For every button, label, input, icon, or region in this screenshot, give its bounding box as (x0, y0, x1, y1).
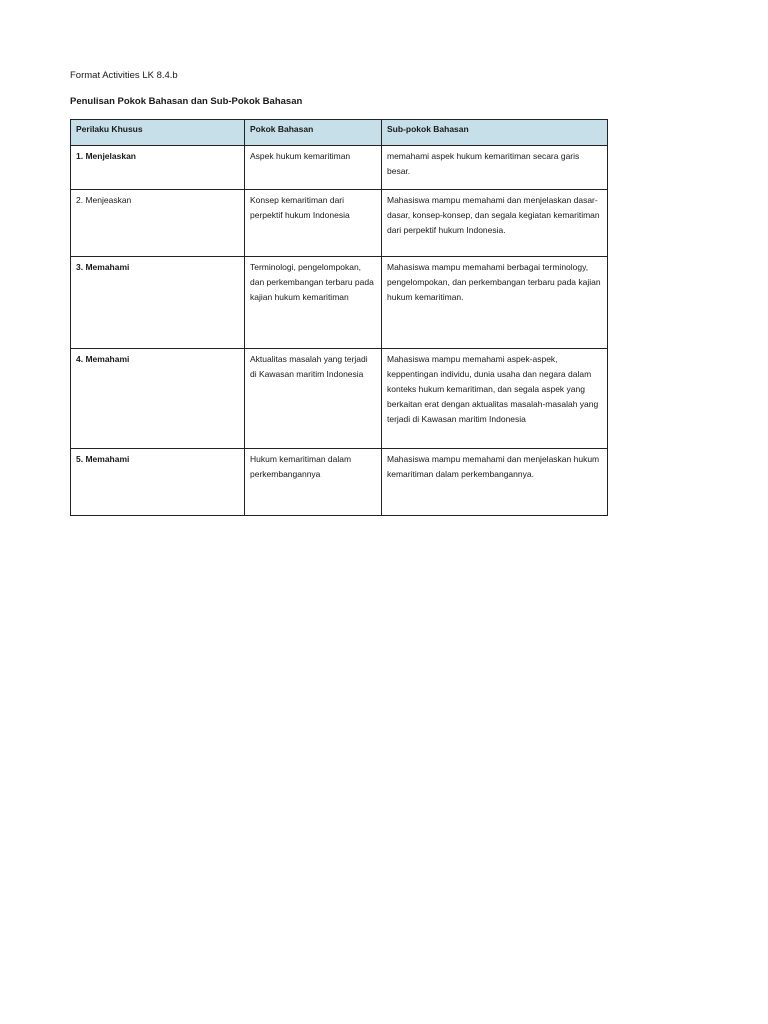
cell-sub: memahami aspek hukum kemaritiman secara garis besar. (382, 146, 608, 190)
cell-perilaku: 1. Menjelaskan (71, 146, 245, 190)
header-pokok-bahasan: Pokok Bahasan (245, 120, 382, 146)
cell-pokok: Hukum kemaritiman dalam perkembangannya (245, 449, 382, 516)
header-sub-pokok-bahasan: Sub-pokok Bahasan (382, 120, 608, 146)
cell-perilaku: 5. Memahami (71, 449, 245, 516)
document-label: Format Activities LK 8.4.b (70, 70, 178, 81)
table-row (71, 449, 608, 516)
header-perilaku-khusus: Perilaku Khusus (71, 120, 245, 146)
cell-sub: Mahasiswa mampu memahami aspek-aspek, keppentingan individu, dunia usaha dan negara dalam konteks hukum kemaritiman, dan segala aspek yang berkaitan erat dengan aktualitas masalah-masalah yang terjadi di Kawasan maritim Indonesia (382, 349, 608, 449)
table-row (71, 146, 608, 190)
cell-sub: Mahasiswa mampu memahami dan menjelaskan dasar-dasar, konsep-konsep, dan segala kegiatan kemaritiman dari perpektif hukum Indonesia. (382, 190, 608, 257)
cell-sub: Mahasiswa mampu memahami berbagai terminology, pengelompokan, dan perkembangan terbaru pada kajian hukum kemaritiman. (382, 257, 608, 349)
cell-pokok: Aktualitas masalah yang terjadi di Kawasan maritim Indonesia (245, 349, 382, 449)
cell-pokok: Aspek hukum kemaritiman (245, 146, 382, 190)
cell-perilaku: 2. Menjeaskan (71, 190, 245, 257)
table-row (71, 349, 608, 449)
cell-pokok: Terminologi, pengelompokan, dan perkembangan terbaru pada kajian hukum kemaritiman (245, 257, 382, 349)
cell-pokok: Konsep kemaritiman dari perpektif hukum Indonesia (245, 190, 382, 257)
cell-perilaku: 4. Memahami (71, 349, 245, 449)
document-heading: Penulisan Pokok Bahasan dan Sub-Pokok Bahasan (70, 96, 303, 107)
table-header-row (71, 120, 608, 146)
table-row (71, 190, 608, 257)
cell-perilaku: 3. Memahami (71, 257, 245, 349)
cell-sub: Mahasiswa mampu memahami dan menjelaskan hukum kemaritiman dalam perkembangannya. (382, 449, 608, 516)
table-row (71, 257, 608, 349)
topic-table (70, 119, 608, 516)
